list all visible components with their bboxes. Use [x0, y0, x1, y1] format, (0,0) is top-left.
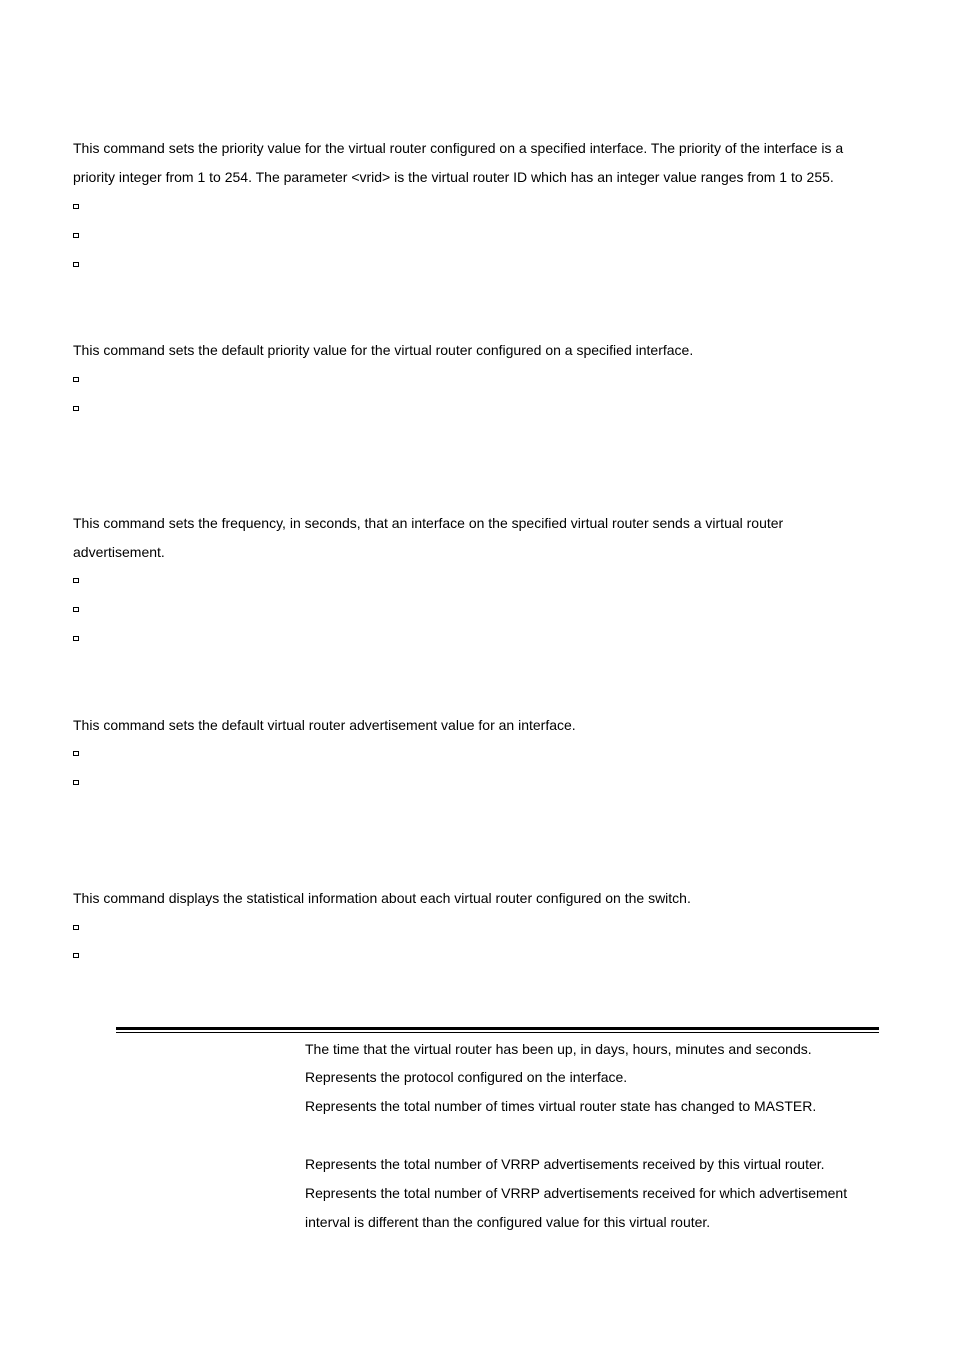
bullet-icon — [73, 233, 79, 238]
table-row-description: Represents the total number of VRRP advertisements received for which advertisement interval is different than the configured value for this virtual router. — [305, 1185, 848, 1230]
bullet-icon — [73, 925, 79, 930]
bullet-icon — [73, 377, 79, 382]
table-top-rule — [116, 1027, 879, 1030]
bullet-icon — [73, 578, 79, 583]
table-row-description: Represents the total number of times virtual router state has changed to MASTER. — [305, 1098, 817, 1114]
table-top-rule-thin — [116, 1032, 879, 1033]
bullet-icon — [73, 406, 79, 411]
bullet-icon — [73, 953, 79, 958]
bullet-icon — [73, 780, 79, 785]
bullet-icon — [73, 204, 79, 209]
section-description: This command sets the default virtual router advertisement value for an interface. — [73, 717, 576, 733]
section-description: This command sets the frequency, in seconds, that an interface on the specified virtual router sends a virtual router advertisement. — [73, 515, 784, 560]
bullet-icon — [73, 636, 79, 641]
bullet-icon — [73, 262, 79, 267]
bullet-icon — [73, 751, 79, 756]
section-description: This command sets the priority value for the virtual router configured on a specified interface. The priority of the interface is a priority integer from 1 to 254. The parameter <vrid> is the virtual router ID which has an integer value ranges from 1 to 255. — [73, 140, 844, 185]
section-description: This command displays the statistical information about each virtual router configured on the switch. — [73, 890, 691, 906]
table-row-description: The time that the virtual router has been up, in days, hours, minutes and seconds. — [305, 1041, 812, 1057]
table-row-description: Represents the total number of VRRP advertisements received by this virtual router. — [305, 1156, 825, 1172]
table-row-description: Represents the protocol configured on the interface. — [305, 1069, 628, 1085]
bullet-icon — [73, 607, 79, 612]
section-description: This command sets the default priority value for the virtual router configured on a specified interface. — [73, 342, 694, 358]
